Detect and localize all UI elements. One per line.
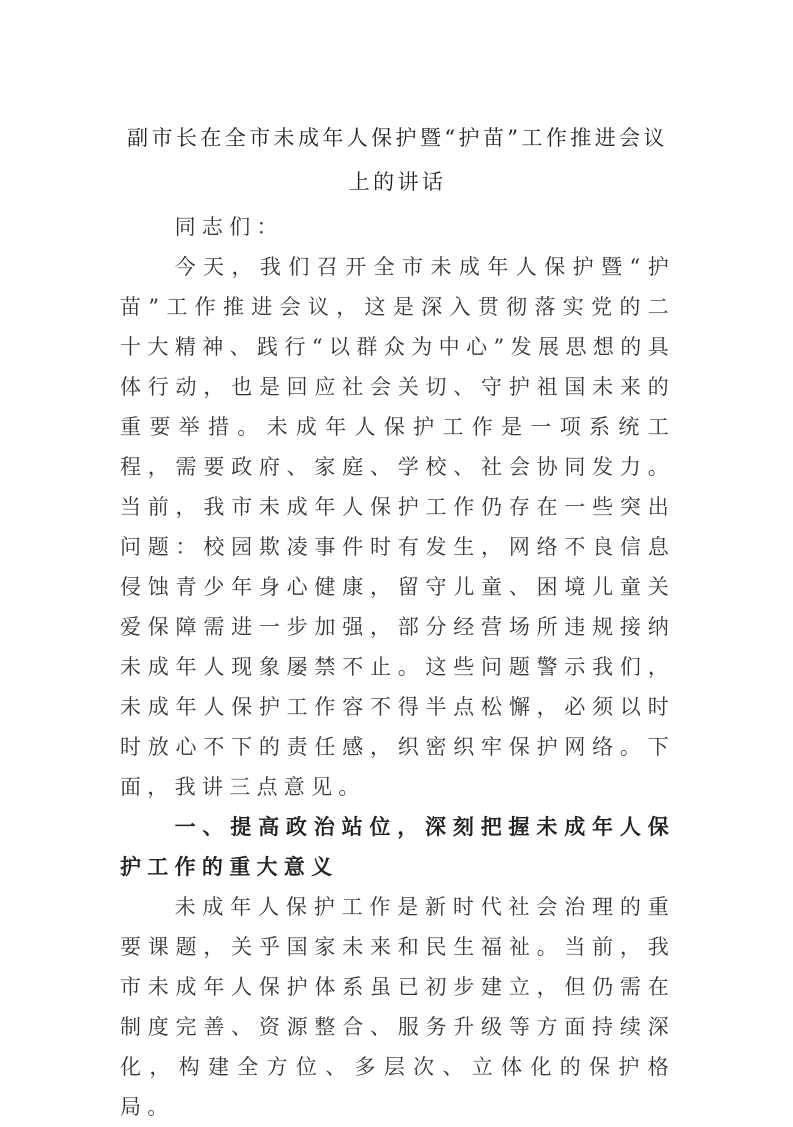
salutation: 同志们： <box>174 215 284 239</box>
section-1-paragraph: 未成年人保护工作是新时代社会治理的重要课题，关乎国家未来和民生福祉。当前，我市未成年人保护体系虽已初步建立，但仍需在制度完善、资源整合、服务升级等方面持续深化，构建全方位、多层次、立体化的保护格局。 <box>120 895 675 1119</box>
section-heading-1: 一、提高政治站位，深刻把握未成年人保护工作的重大意义 <box>120 814 675 879</box>
document-body <box>120 116 675 1127</box>
document-title: 副市长在全市未成年人保护暨“护苗”工作推进会议上的讲话 <box>127 126 668 194</box>
opening-paragraph: 今天，我们召开全市未成年人保护暨“护苗”工作推进会议，这是深入贯彻落实党的二十大精神、践行“以群众为中心”发展思想的具体行动，也是回应社会关切、守护祖国未来的重要举措。未成年人保护工作是一项系统工程，需要政府、家庭、学校、社会协同发力。当前，我市未成年人保护工作仍存在一些突出问题：校园欺凌事件时有发生，网络不良信息侵蚀青少年身心健康，留守儿童、困境儿童关爱保障需进一步加强，部分经营场所违规接纳未成年人现象屡禁不止。这些问题警示我们，未成年人保护工作容不得半点松懈，必须以时时放心不下的责任感，织密织牢保护网络。下面，我讲三点意见。 <box>120 255 675 799</box>
